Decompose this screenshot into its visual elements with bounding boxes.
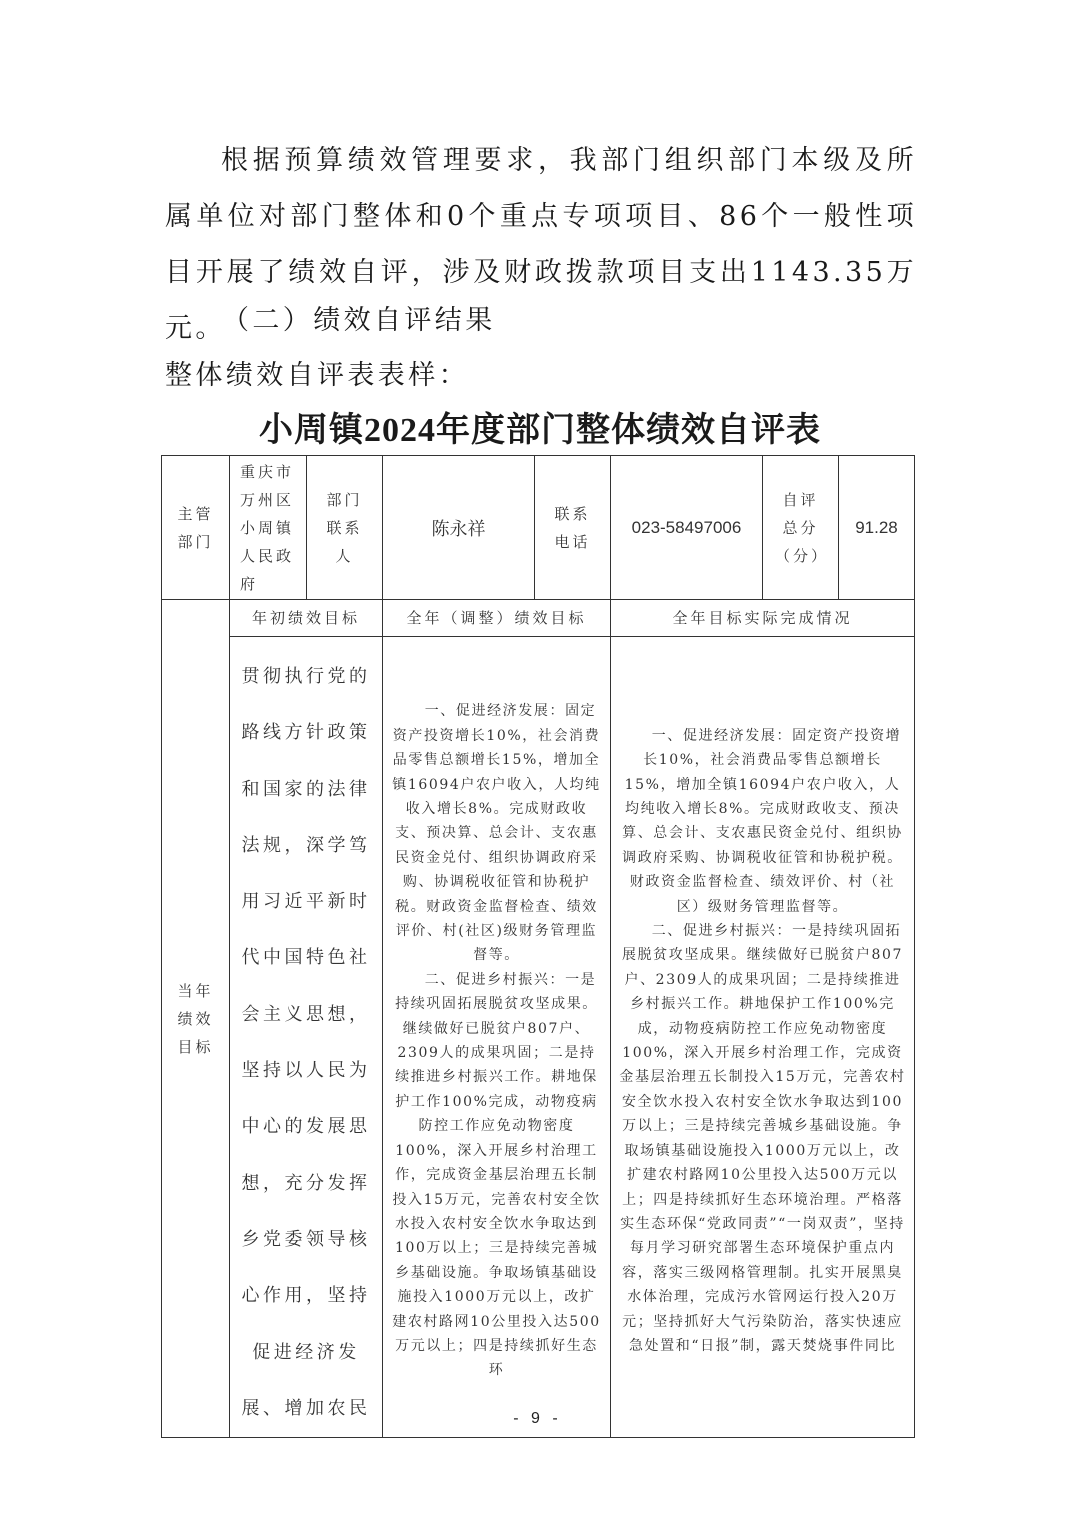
score-label: 自评总分（分）: [763, 456, 839, 600]
column-initial-goal: 年初绩效目标: [230, 600, 383, 637]
column-adjusted-goal: 全年（调整）绩效目标: [383, 600, 611, 637]
phone-value: 023-58497006: [611, 456, 763, 600]
actual-completion-text: [611, 637, 915, 1438]
columns-row: [162, 600, 915, 637]
header-row: [162, 456, 915, 600]
goals-row-label: 当年绩效目标: [162, 600, 230, 1438]
column-actual-completion: 全年目标实际完成情况: [611, 600, 915, 637]
phone-label: 联系电话: [535, 456, 611, 600]
contact-value: 陈永祥: [383, 456, 535, 600]
dept-label: 主管部门: [162, 456, 230, 600]
adjusted-goal-paragraph: 二、促进乡村振兴：一是持续巩固拓展脱贫攻坚成果。继续做好已脱贫户807户、2309人的成果巩固；二是持续推进乡村振兴工作。耕地保护工作100%完成，动物疫病防控工作应免动物密度100%，深入开展乡村治理工作，完成资金基层治理五长制投入15万元，完善农村安全饮水投入农村安全饮水争取达到100万以上；三是持续完善城乡基础设施。争取场镇基础设施投入1000万元以上，改扩建农村路网10公里投入达500万元以上；四是持续抓好生态环: [392, 971, 601, 1379]
contact-label: 部门联系人: [307, 456, 383, 600]
actual-completion-paragraph: 二、促进乡村振兴：一是持续巩固拓展脱贫攻坚成果。继续做好已脱贫户807户、2309人的成果巩固；二是持续推进乡村振兴工作。耕地保护工作100%完成，动物疫病防控工作应免动物密度100%，深入开展乡村治理工作，完成资金基层治理五长制投入15万元，完善农村安全饮水投入农村安全饮水争取达到100万以上；三是持续完善城乡基础设施。争取场镇基础设施投入1000万元以上，改扩建农村路网10公里投入达500万元以上；四是持续抓好生态环境治理。严格落实生态环保“党政同责”“一岗双责”，坚持每月学习研究部署生态环境保护重点内容，落实三级网格管理制。扎实开展黑臭水体治理，完成污水管网运行投入20万元；坚持抓好大气污染防治，落实快速应急处置和“日报”制，露天焚烧事件同比: [619, 923, 906, 1354]
sample-label: 整体绩效自评表表样：: [165, 360, 469, 391]
actual-completion-paragraph: 一、促进经济发展：固定资产投资增长10%，社会消费品零售总额增长15%，增加全镇16094户农户收入，人均纯收入增长8%。完成财政收支、预决算、总会计、支农惠民资金兑付、组织协调政府采购、协调税收征管和协税护税。财政资金监督检查、绩效评价、村（社区）级财务管理监督等。: [622, 727, 903, 915]
initial-goal-text: 贯彻执行党的路线方针政策和国家的法律法规，深学笃用习近平新时代中国特色社会主义思想，坚持以人民为中心的发展思想，充分发挥乡党委领导核心作用，坚持促进经济发展、增加农民: [230, 637, 383, 1438]
adjusted-goal-paragraph: 一、促进经济发展：固定资产投资增长10%，社会消费品零售总额增长15%，增加全镇16094户农户收入，人均纯收入增长8%。完成财政收支、预决算、总会计、支农惠民资金兑付、组织协调政府采购、协调税收征管和协税护税。财政资金监督检查、绩效评价、村(社区)级财务管理监督等。: [392, 703, 601, 964]
score-value: 91.28: [839, 456, 915, 600]
table-title: 小周镇2024年度部门整体绩效自评表: [259, 412, 821, 449]
intro-paragraph: 根据预算绩效管理要求，我部门组织部门本级及所属单位对部门整体和0个重点专项项目、86个一般性项目开展了绩效自评，涉及财政拨款项目支出1143.35万元。: [165, 145, 917, 344]
dept-value: 重庆市万州区小周镇人民政府: [230, 456, 307, 600]
self-evaluation-table: [161, 455, 915, 1438]
goals-row: [162, 637, 915, 1438]
page-number: - 9 -: [513, 1410, 562, 1427]
section-heading: （二）绩效自评结果: [222, 305, 496, 336]
adjusted-goal-text: [383, 637, 611, 1438]
